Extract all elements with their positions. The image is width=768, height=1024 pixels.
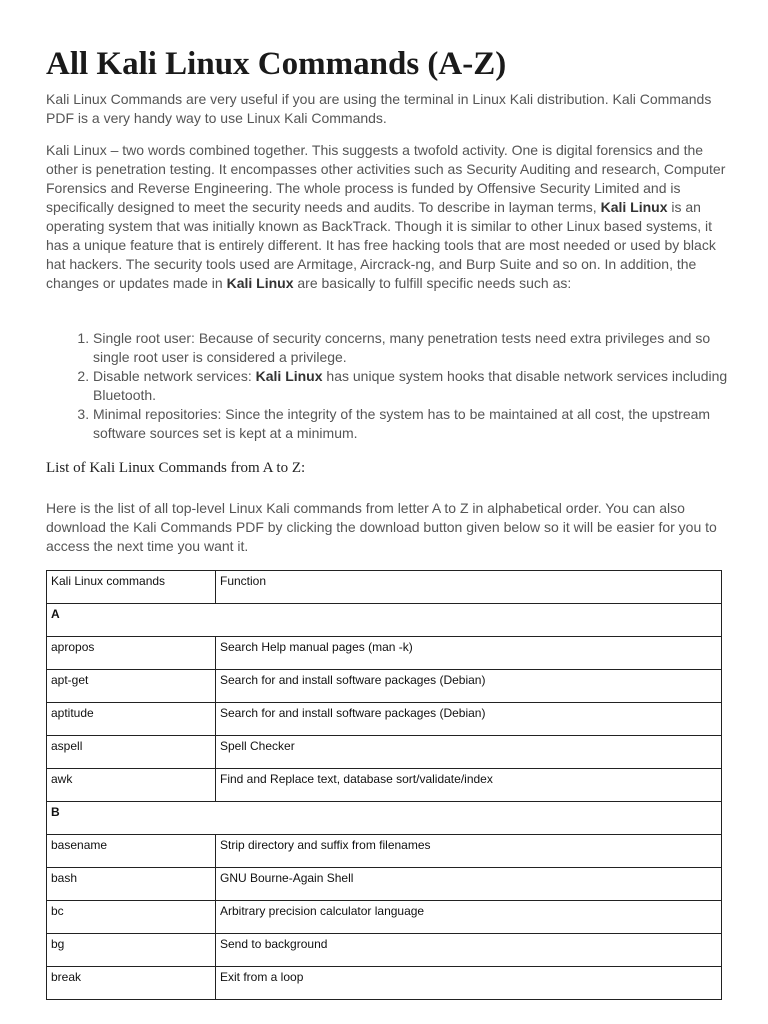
table-row (47, 868, 722, 901)
requirement-text: Disable network services: (93, 368, 256, 384)
function-cell: Search Help manual pages (man -k) (216, 637, 722, 670)
table-row (47, 769, 722, 802)
requirement-text: Single root user: Because of security concerns, many penetration tests need extra privileges and so single root user is considered a privilege. (93, 330, 711, 365)
requirement-item (93, 367, 730, 405)
commands-table (46, 570, 722, 1000)
description-text: Kali Linux – two words combined together. This suggests a twofold activity. One is digital forensics and the other is penetration testing. It encompasses other activities such as Security Auditing and research, Computer Forensics and Reverse Engineering. The whole process is funded by Offensive Security Limited and is specifically designed to meet the security needs and audits. To describe in layman terms, (46, 142, 726, 215)
section-letter: A (47, 604, 722, 637)
section-row-b (47, 802, 722, 835)
function-cell: Search for and install software packages (Debian) (216, 703, 722, 736)
function-cell: Search for and install software packages (Debian) (216, 670, 722, 703)
list-heading: List of Kali Linux Commands from A to Z: (46, 460, 306, 476)
function-cell: Arbitrary precision calculator language (216, 901, 722, 934)
table-row (47, 736, 722, 769)
table-row (47, 934, 722, 967)
requirement-bold-term: Kali Linux (255, 368, 323, 384)
page-title: All Kali Linux Commands (A-Z) (46, 46, 507, 82)
requirement-text: Minimal repositories: Since the integrity of the system has to be maintained at all cost, the upstream software sources set is kept at a minimum. (93, 406, 711, 441)
function-cell: Send to background (216, 934, 722, 967)
description-paragraph (46, 141, 730, 293)
command-cell: apt-get (47, 670, 216, 703)
command-cell: bg (47, 934, 216, 967)
description-bold-term: Kali Linux (226, 275, 294, 291)
command-cell: basename (47, 835, 216, 868)
function-cell: Strip directory and suffix from filenames (216, 835, 722, 868)
table-header-row (47, 571, 722, 604)
section-row-a (47, 604, 722, 637)
command-cell: aptitude (47, 703, 216, 736)
requirement-item (93, 329, 730, 367)
table-row (47, 967, 722, 1000)
header-command: Kali Linux commands (47, 571, 216, 604)
table-row (47, 703, 722, 736)
command-cell: break (47, 967, 216, 1000)
table-row (47, 835, 722, 868)
function-cell: GNU Bourne-Again Shell (216, 868, 722, 901)
intro-paragraph: Kali Linux Commands are very useful if you are using the terminal in Linux Kali distribution. Kali Commands PDF is a very handy way to use Linux Kali Commands. (46, 91, 712, 126)
header-function: Function (216, 571, 722, 604)
command-cell: bash (47, 868, 216, 901)
description-text: is an operating system that was initially known as BackTrack. Though it is similar to other Linux based systems, it has a unique feature that is entirely different. It has free hacking tools that are most needed or used by black hat hackers. The security tools used are Armitage, Aircrack-ng, and Burp Suite and so on. In addition, the changes or updates made in (46, 199, 716, 291)
command-cell: apropos (47, 637, 216, 670)
command-cell: bc (47, 901, 216, 934)
function-cell: Spell Checker (216, 736, 722, 769)
description-text: are basically to fulfill specific needs such as: (293, 275, 572, 291)
command-cell: awk (47, 769, 216, 802)
requirement-item (93, 405, 730, 443)
table-row (47, 637, 722, 670)
function-cell: Exit from a loop (216, 967, 722, 1000)
requirements-list (46, 329, 730, 443)
list-intro-paragraph: Here is the list of all top-level Linux Kali commands from letter A to Z in alphabetical order. You can also download the Kali Commands PDF by clicking the download button given below so it will be easier for you to access the next time you want it. (46, 500, 717, 554)
description-bold-term: Kali Linux (600, 199, 668, 215)
command-cell: aspell (47, 736, 216, 769)
requirement-text: has unique system hooks that disable network services including Bluetooth. (93, 368, 728, 403)
table-row (47, 901, 722, 934)
function-cell: Find and Replace text, database sort/validate/index (216, 769, 722, 802)
section-letter: B (47, 802, 722, 835)
table-row (47, 670, 722, 703)
